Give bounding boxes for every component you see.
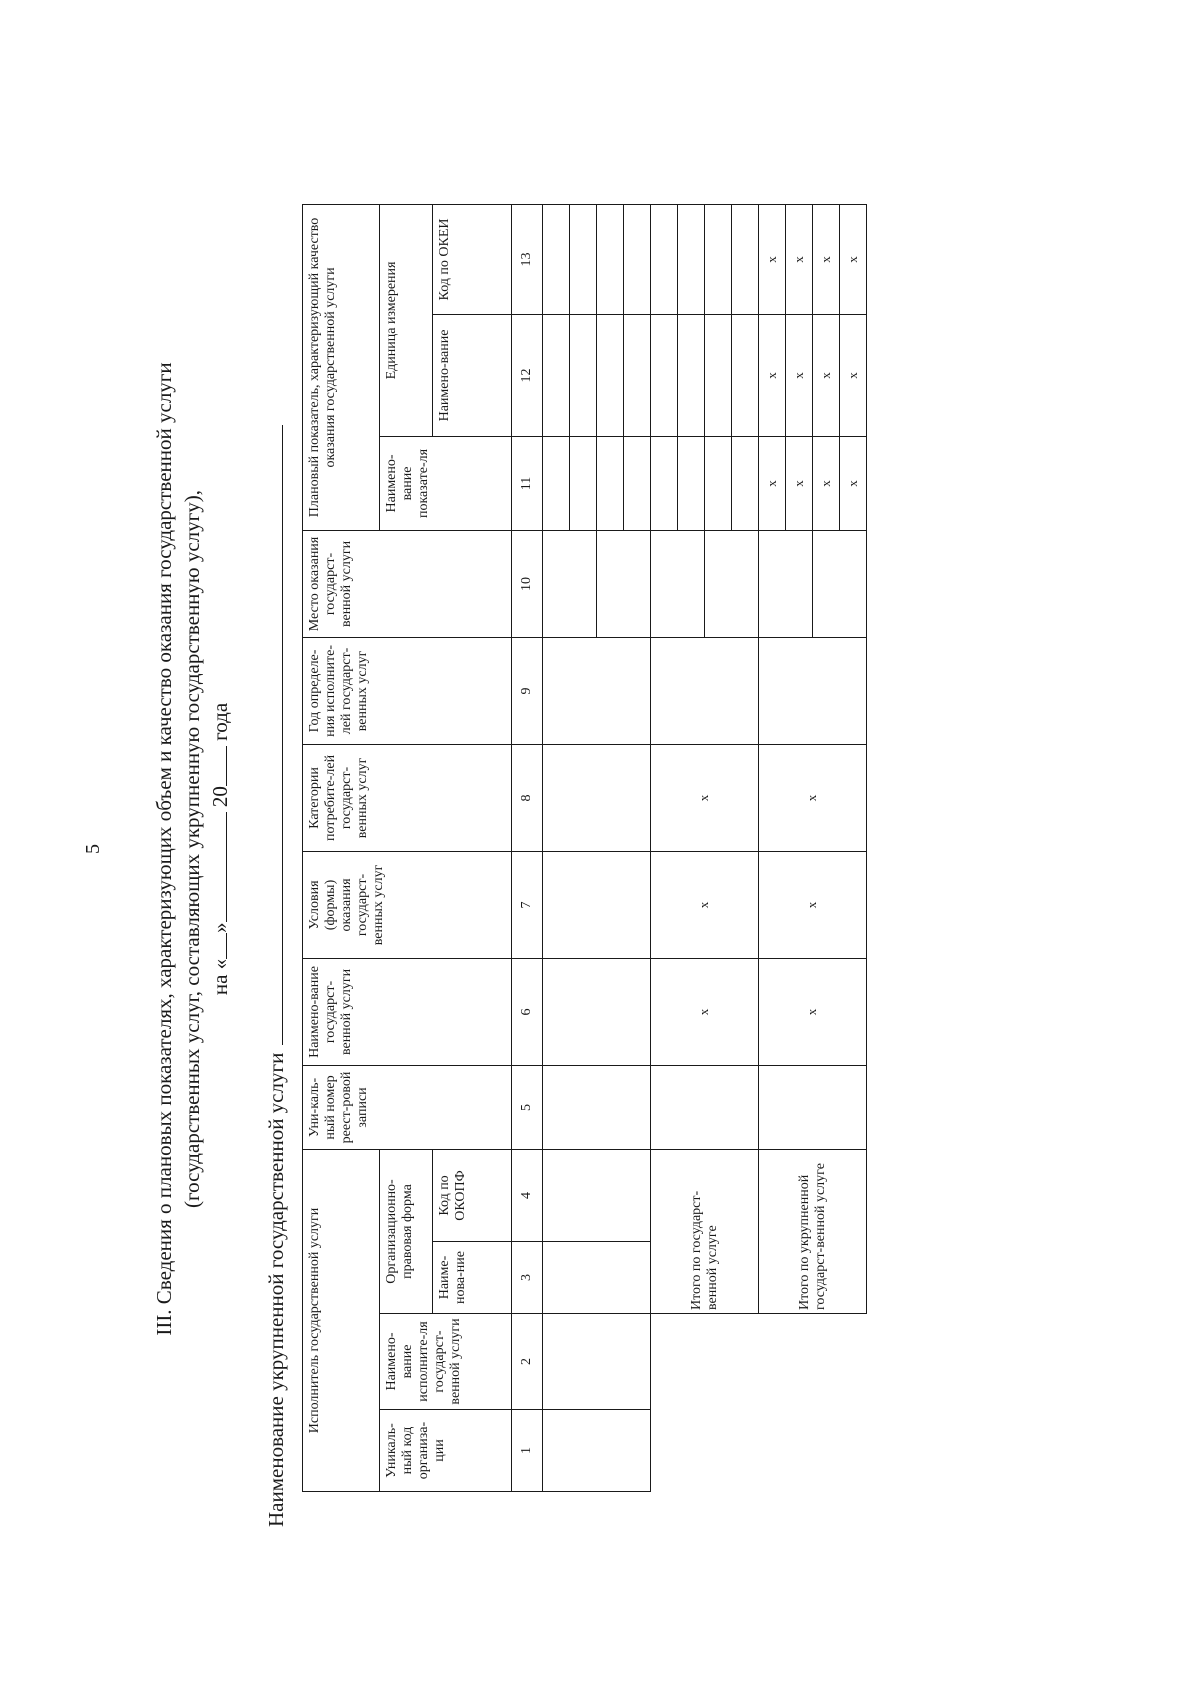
x-mark: х (696, 1008, 711, 1016)
header-executor-name: Наимено-вание исполните-ля государст-венной услуги (380, 1314, 512, 1410)
cell-registry-number[interactable] (759, 1065, 867, 1149)
cell-unit-name[interactable] (732, 314, 759, 436)
blank-area (651, 1314, 759, 1492)
x-mark: х (817, 372, 833, 379)
x-mark: х (763, 372, 779, 379)
header-okei: Код по ОКЕИ (433, 204, 512, 314)
x-mark (759, 204, 786, 314)
x-mark: х (696, 901, 711, 909)
x-mark: х (790, 372, 806, 379)
col-number: 7 (512, 851, 543, 958)
cell-executor-name[interactable] (543, 1314, 651, 1410)
cell-okei[interactable] (678, 204, 705, 314)
x-mark: х (696, 794, 711, 802)
header-indicator-name: Наимено-вание показате-ля (380, 436, 512, 530)
header-row-1 (303, 204, 380, 1491)
x-mark (840, 204, 867, 314)
cell-indicator-name[interactable] (597, 436, 624, 530)
x-mark: х (790, 256, 806, 263)
col-number: 10 (512, 530, 543, 637)
header-year: Год определе-ния исполните-лей государст-венных услуг (303, 637, 512, 744)
header-conditions: Условия (формы) оказания государст-венных услуг (303, 851, 512, 958)
header-legal-form-name: Наиме-нова-ние (433, 1242, 512, 1314)
cell-okei[interactable] (732, 204, 759, 314)
cell-okei[interactable] (570, 204, 597, 314)
cell-conditions[interactable] (543, 851, 651, 958)
cell-okei[interactable] (705, 204, 732, 314)
col-number: 12 (512, 314, 543, 436)
cell-year[interactable] (651, 637, 759, 744)
cell-place[interactable] (597, 530, 651, 637)
header-okopf: Код по ОКОПФ (433, 1149, 512, 1241)
x-mark: х (844, 256, 860, 263)
cell-unit-name[interactable] (570, 314, 597, 436)
x-mark (840, 314, 867, 436)
cell-okei[interactable] (543, 204, 570, 314)
x-mark: х (804, 1008, 819, 1016)
heading-line-2: (государственных услуг, составляющих укрупненную государственную услугу), (180, 489, 204, 1209)
cell-okopf[interactable] (543, 1149, 651, 1241)
cell-indicator-name[interactable] (543, 436, 570, 530)
cell-indicator-name[interactable] (624, 436, 651, 530)
x-mark: х (763, 256, 779, 263)
cell-place[interactable] (759, 530, 813, 637)
x-mark: х (844, 480, 860, 487)
cell-unit-name[interactable] (705, 314, 732, 436)
service-name-line (262, 425, 289, 1527)
header-categories: Категории потребите-лей государст-венных услуг (303, 744, 512, 851)
date-mid: » (208, 922, 232, 933)
x-mark: х (804, 901, 819, 909)
heading-line-1: III. Сведения о плановых показателях, характеризующих объем и качество оказания государственной услуги (152, 362, 176, 1336)
cell-registry-number[interactable] (543, 1065, 651, 1149)
x-mark (840, 436, 867, 530)
x-mark: х (804, 794, 819, 802)
cell-indicator-name[interactable] (651, 436, 678, 530)
header-place: Место оказания государст-венной услуги (303, 530, 512, 637)
header-unit-name: Наимено-вание (433, 314, 512, 436)
cell-unit-name[interactable] (651, 314, 678, 436)
month-blank (206, 812, 227, 922)
column-numbers-row (512, 204, 543, 1491)
col-number: 8 (512, 744, 543, 851)
cell-indicator-name[interactable] (678, 436, 705, 530)
x-mark (786, 314, 813, 436)
date-year: 20 (208, 786, 232, 808)
x-mark (759, 744, 867, 851)
cell-okei[interactable] (624, 204, 651, 314)
x-mark (651, 851, 759, 958)
header-unit: Единица измерения (380, 204, 433, 436)
col-number: 11 (512, 436, 543, 530)
col-number: 1 (512, 1410, 543, 1492)
x-mark (813, 314, 840, 436)
x-mark (651, 958, 759, 1065)
x-mark (759, 436, 786, 530)
x-mark (813, 204, 840, 314)
date-suffix: года (208, 702, 232, 741)
total-service-label: Итого по государст-венной услуге (651, 1149, 759, 1313)
x-mark (813, 436, 840, 530)
x-mark: х (817, 480, 833, 487)
cell-place[interactable] (543, 530, 597, 637)
cell-indicator-name[interactable] (570, 436, 597, 530)
cell-year[interactable] (543, 637, 651, 744)
col-number: 2 (512, 1314, 543, 1410)
x-mark (786, 436, 813, 530)
x-mark (759, 958, 867, 1065)
x-mark (759, 314, 786, 436)
cell-categories[interactable] (543, 744, 651, 851)
year-blank (206, 746, 227, 786)
header-registry-number: Уни-каль-ный номер реест-ровой записи (303, 1065, 512, 1149)
cell-okei[interactable] (597, 204, 624, 314)
cell-place[interactable] (705, 530, 759, 637)
service-name-blank (262, 425, 283, 1045)
x-mark (786, 204, 813, 314)
total-aggregated-label: Итого по укрупненной государст-венной услуге (759, 1149, 867, 1313)
cell-unit-name[interactable] (678, 314, 705, 436)
cell-place[interactable] (651, 530, 705, 637)
section-heading (150, 271, 234, 1427)
service-name-label: Наименование укрупненной государственной услуги (264, 1052, 288, 1527)
col-number: 3 (512, 1242, 543, 1314)
col-number: 5 (512, 1065, 543, 1149)
x-mark: х (790, 480, 806, 487)
date-prefix: на « (208, 958, 232, 996)
col-number: 4 (512, 1149, 543, 1241)
header-legal-form: Организационно-правовая форма (380, 1149, 433, 1313)
day-blank (206, 933, 227, 959)
header-executor: Исполнитель государственной услуги (303, 1149, 380, 1491)
indicators-table (302, 204, 867, 1492)
cell-indicator-name[interactable] (705, 436, 732, 530)
header-unique-code: Уникаль-ный код организа-ции (380, 1410, 512, 1492)
x-mark: х (763, 480, 779, 487)
x-mark (759, 851, 867, 958)
heading-date-line (206, 271, 234, 1427)
cell-year[interactable] (759, 637, 867, 744)
cell-legal-form-name[interactable] (543, 1242, 651, 1314)
cell-unit-name[interactable] (543, 314, 570, 436)
col-number: 13 (512, 204, 543, 314)
cell-place[interactable] (813, 530, 867, 637)
col-number: 6 (512, 958, 543, 1065)
cell-registry-number[interactable] (651, 1065, 759, 1149)
cell-indicator-name[interactable] (732, 436, 759, 530)
header-service-name: Наимено-вание государст-венной услуги (303, 958, 512, 1065)
x-mark: х (844, 372, 860, 379)
total-aggregated-row (759, 204, 786, 1491)
header-indicator: Плановый показатель, характеризующий качество оказания государственной услуги (303, 204, 380, 530)
blank-area (759, 1314, 867, 1492)
x-mark (651, 744, 759, 851)
total-service-row (651, 204, 678, 1491)
col-number: 9 (512, 637, 543, 744)
cell-service-name[interactable] (543, 958, 651, 1065)
cell-unit-name[interactable] (597, 314, 624, 436)
cell-unique-code[interactable] (543, 1410, 651, 1492)
page-number: 5 (82, 844, 104, 854)
x-mark: х (817, 256, 833, 263)
cell-unit-name[interactable] (624, 314, 651, 436)
table-row (543, 204, 570, 1491)
cell-okei[interactable] (651, 204, 678, 314)
